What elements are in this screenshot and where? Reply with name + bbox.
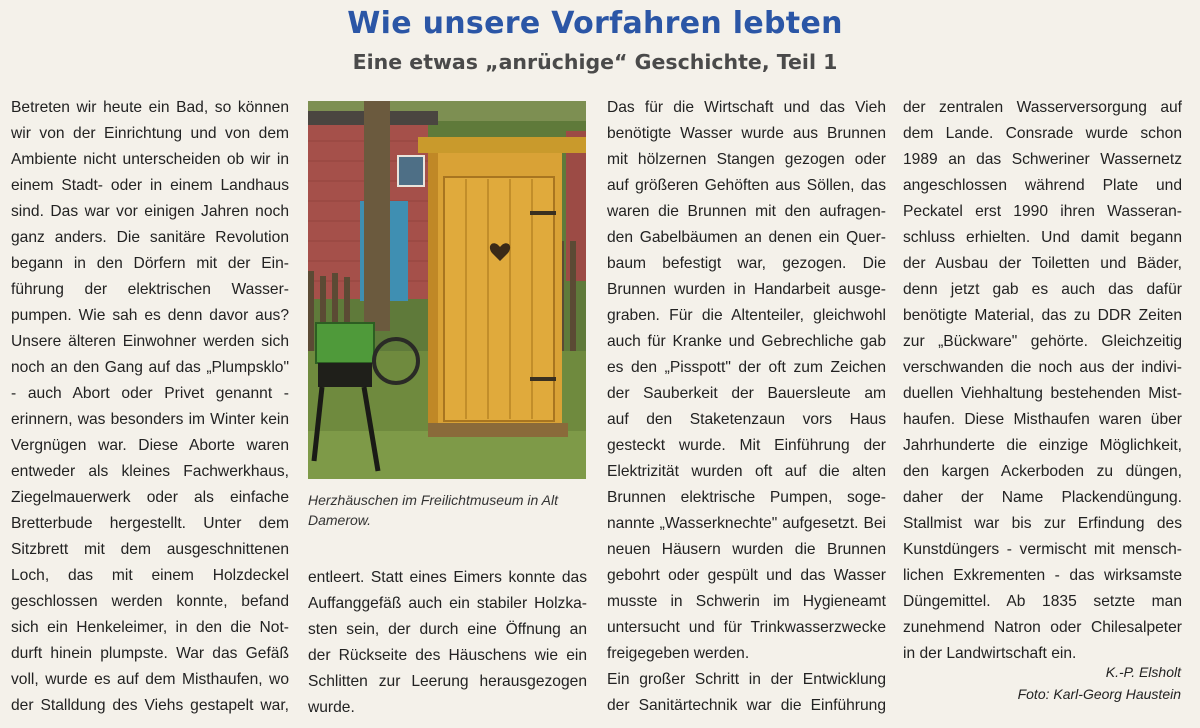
text-column-1: [11, 95, 289, 719]
text-line: wurde.: [308, 699, 355, 716]
text-line: sind. Das war vor einigen Jahren noch: [11, 203, 289, 220]
text-line: Ambiente nicht unterscheiden ob wir in: [11, 151, 289, 168]
text-line: Schlitten zur Leerung herausgezogen: [308, 673, 587, 690]
text-line: freigegeben werden.: [607, 645, 750, 662]
text-line: auf größeren Gehöften aus Söllen, das: [607, 177, 886, 194]
text-line: es den „Pisspott" der oft zum Zeichen: [607, 359, 886, 376]
text-line: einem Stadt- oder in einem Landhaus: [11, 177, 289, 194]
text-line: der Rückseite des Häuschens wie ein: [308, 647, 587, 664]
text-line: Brunnen elektrische Pumpen, soge-: [607, 489, 886, 506]
author-name: K.-P. Elsholt: [1105, 664, 1181, 680]
text-line: lichen Exkrementen - das wirksamste: [903, 567, 1182, 584]
text-line: erinnern, was besonders im Winter kein: [11, 411, 289, 428]
text-line: Das für die Wirtschaft und das Vieh: [607, 99, 886, 116]
photo-caption: Herzhäuschen im Freilichtmuseum in Alt Damerow.: [308, 492, 559, 528]
article-subtitle: Eine etwas „anrüchige“ Geschichte, Teil 1: [352, 50, 838, 74]
text-line: benötigte Material, das zu DDR Zeiten: [903, 307, 1182, 324]
text-line: Brunnen wurden in Handarbeit ausge-: [607, 281, 886, 298]
text-line: benötigte Wasser wurde aus Brunnen: [607, 125, 886, 142]
text-line: Jahrhunderte die einzige Möglichkeit,: [903, 437, 1182, 454]
text-line: Kunstdüngers - vermischt mit mensch-: [903, 541, 1182, 558]
outhouse-photo: [308, 101, 586, 479]
text-line: der Ausbau der Toiletten und Bäder,: [903, 255, 1182, 272]
text-line: gesteckt wurde. Mit Einführung der: [607, 437, 886, 454]
text-line: Loch, das mit einem Holzdeckel: [11, 567, 289, 584]
text-line: auch für Kranke und Gebrechliche gab: [607, 333, 886, 350]
text-line: auf den Staketenzaun vors Haus: [607, 411, 886, 428]
text-line: Düngemittel. Ab 1835 setzte man: [903, 593, 1182, 610]
text-line: durft hinein plumpste. War das Gefäß: [11, 645, 289, 662]
text-line: duellen Viehhaltung bestehenden Mist-: [903, 385, 1182, 402]
text-line: nannte „Wasserknechte" aufgesetzt. Bei: [607, 515, 886, 532]
text-line: geschlossen werden konnte, befand: [11, 593, 289, 610]
text-line: der Sanitärtechnik war die Einführung: [607, 697, 886, 714]
text-line: in der Landwirtschaft ein.: [903, 645, 1077, 662]
text-line: - auch Abort oder Privet genannt -: [11, 385, 289, 402]
text-column-3: [607, 95, 886, 719]
text-line: denn jetzt gab es auch das dafür: [903, 281, 1182, 298]
text-line: entleert. Statt eines Eimers konnte das: [308, 569, 587, 586]
text-line: waren die Brunnen mit den aufragen-: [607, 203, 886, 220]
text-line: neuen Häusern wurden die Brunnen: [607, 541, 886, 558]
text-line: Sitzbrett mit dem ausgeschnittenen: [11, 541, 289, 558]
text-line: graben. Für die Altenteiler, gleichwohl: [607, 307, 886, 324]
text-line: Betreten wir heute ein Bad, so können: [11, 99, 289, 116]
photo-credit: Foto: Karl-Georg Haustein: [1017, 686, 1181, 702]
text-line: entweder als kleines Fachwerkhaus,: [11, 463, 289, 480]
text-line: der Stalldung des Viehs gestapelt war,: [11, 697, 289, 714]
text-line: mit hölzernen Stangen gezogen oder: [607, 151, 886, 168]
text-line: sten sein, der durch eine Öffnung an: [308, 621, 587, 638]
text-line: den Gabelbäumen an denen ein Quer-: [607, 229, 886, 246]
text-line: verschwanden die noch aus der indivi-: [903, 359, 1182, 376]
text-line: führung der elektrischen Wasser-: [11, 281, 289, 298]
text-line: Elektrizität wurden oft auf die alten: [607, 463, 886, 480]
text-line: Ziegelmauerwerk oder als einfache: [11, 489, 289, 506]
text-line: voll, wurde es auf dem Misthaufen, wo: [11, 671, 289, 688]
outhouse-illustration: [308, 101, 586, 479]
text-line: Unsere älteren Einwohner werden sich: [11, 333, 289, 350]
text-line: zur „Bückware" gehörte. Gleichzeitig: [903, 333, 1182, 350]
text-column-2: [308, 565, 587, 721]
text-line: untersucht und für Trinkwasserzwecke: [607, 619, 886, 636]
text-line: Vergnügen war. Diese Aborte waren: [11, 437, 289, 454]
text-line: daher der Name Plackendüngung.: [903, 489, 1182, 506]
text-line: noch an den Gang auf das „Plumpsklo": [11, 359, 289, 376]
text-line: gebohrt oder gespült und das Wasser: [607, 567, 886, 584]
text-line: zunehmend Natron oder Chilesalpeter: [903, 619, 1182, 636]
text-line: der Sauberkeit der Bauersleute am: [607, 385, 886, 402]
text-line: sich ein Henkeleimer, in den die Not-: [11, 619, 289, 636]
text-line: ganz anders. Die sanitäre Revolution: [11, 229, 289, 246]
text-line: musste in Schwerin im Hygieneamt: [607, 593, 886, 610]
text-line: haufen. Diese Misthaufen waren über: [903, 411, 1182, 428]
text-line: Ein großer Schritt in der Entwicklung: [607, 671, 886, 688]
text-line: 1989 an das Schweriner Wassernetz: [903, 151, 1182, 168]
text-line: schluss erhielten. Und damit begann: [903, 229, 1182, 246]
text-line: angeschlossen während Plate und: [903, 177, 1182, 194]
text-line: Stallmist war bis zur Erfindung des: [903, 515, 1182, 532]
text-line: der zentralen Wasserversorgung auf: [903, 99, 1182, 116]
text-line: wir von der Einrichtung und von dem: [11, 125, 289, 142]
text-line: pumpen. Wie sah es denn davor aus?: [11, 307, 289, 324]
text-column-4: [903, 95, 1182, 667]
article-title: Wie unsere Vorfahren lebten: [347, 6, 843, 41]
text-line: den kargen Ackerboden zu düngen,: [903, 463, 1182, 480]
text-line: begann in den Dörfern mit der Ein-: [11, 255, 289, 272]
text-line: Bretterbude hergestellt. Unter dem: [11, 515, 289, 532]
text-line: baum befestigt war, gezogen. Die: [607, 255, 886, 272]
text-line: Peckatel erst 1990 ihren Wasseran-: [903, 203, 1182, 220]
text-line: dem Lande. Consrade wurde schon: [903, 125, 1182, 142]
text-line: Auffanggefäß auch ein stabiler Holzka-: [308, 595, 587, 612]
